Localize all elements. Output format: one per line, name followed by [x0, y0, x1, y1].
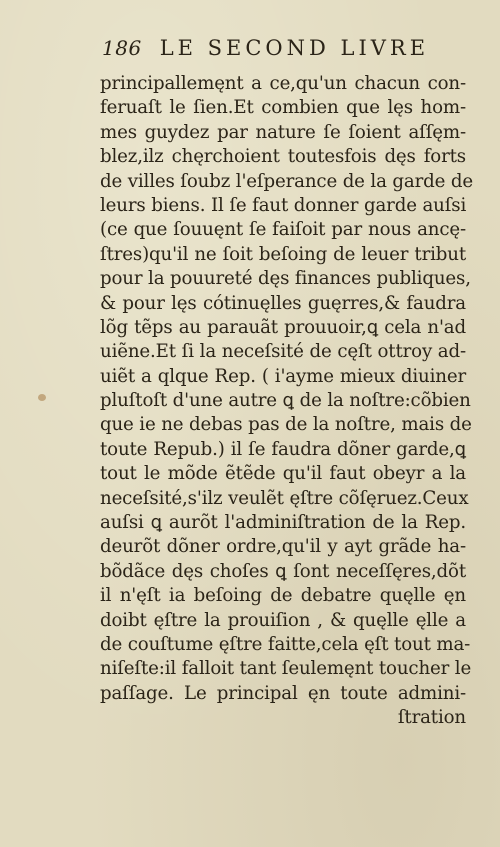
text-line: niſeſte:il falloit tant ſeulemęnt toucher le [100, 658, 472, 680]
ink-blot [38, 394, 46, 401]
text-line: (ce que ſouuęnt ſe faiſoit par nous ancę- [100, 219, 466, 241]
text-line: uiẽne.Et ſi la neceſsité de cęſt ottroy ad- [100, 341, 466, 363]
text-line: blez,ilz chęrchoient toutesfois dęs forts [100, 146, 466, 168]
text-line: neceſsité,s'ilz veulẽt ęſtre cõſęruez.Ceux [100, 487, 469, 509]
text-line: de villes ſoubz l'eſperance de la garde de [100, 170, 473, 192]
text-line: ſtres)qu'il ne ſoit beſoing de leuer tribut [100, 243, 466, 265]
text-line: lõg tẽps au parauãt prouuoir,ꝗ cela n'ad [100, 316, 466, 338]
body-text [100, 72, 473, 731]
text-line: bõdãce dęs choſes ꝗ ſont neceſſęres,dõt [100, 560, 466, 582]
page-number: 186 [102, 36, 142, 60]
text-line: de couſtume ęſtre faitte,cela ęſt tout ma- [100, 633, 471, 655]
text-line: tout le mõde ẽtẽde qu'il faut obeyr a la [100, 463, 466, 485]
text-line: feruaſt le ſien.Et combien que lęs hom- [100, 97, 466, 119]
text-line: que ie ne debas pas de la noſtre, mais de [100, 414, 472, 436]
text-line: doibt ęſtre la prouiſion , & quęlle ęlle a [100, 609, 466, 631]
text-line: mes guydez par nature ſe ſoient aſſęm- [100, 121, 466, 143]
running-head: LE SECOND LIVRE [159, 36, 430, 60]
text-line: deurõt dõner ordre,qu'il y ayt grãde ha- [100, 536, 466, 558]
text-line: & pour lęs cótinuęlles guęrres,& faudra [100, 292, 466, 314]
text-line: auſsi ꝗ aurõt l'adminiſtration de la Rep. [100, 512, 466, 534]
text-line: leurs biens. Il ſe faut donner garde auſsi [100, 194, 467, 216]
text-line: il n'ęſt ia beſoing de debatre quęlle ęn [100, 585, 466, 607]
text-line: paſſage. Le principal ęn toute admini- [100, 682, 466, 704]
text-line: uiẽt a qlque Rep. ( i'ayme mieux diuiner [100, 365, 466, 387]
text-line: principallemęnt a ce,qu'un chacun con- [100, 73, 466, 94]
text-line: pluſtoſt d'une autre ꝗ de la noſtre:cõbien [100, 390, 471, 412]
text-line: pour la pouureté dęs finances publiques, [100, 268, 471, 290]
page-header [102, 36, 442, 64]
text-line: toute Repub.) il ſe faudra dõner garde,ꝗ [100, 438, 466, 460]
catchword: ſtration [397, 707, 466, 729]
